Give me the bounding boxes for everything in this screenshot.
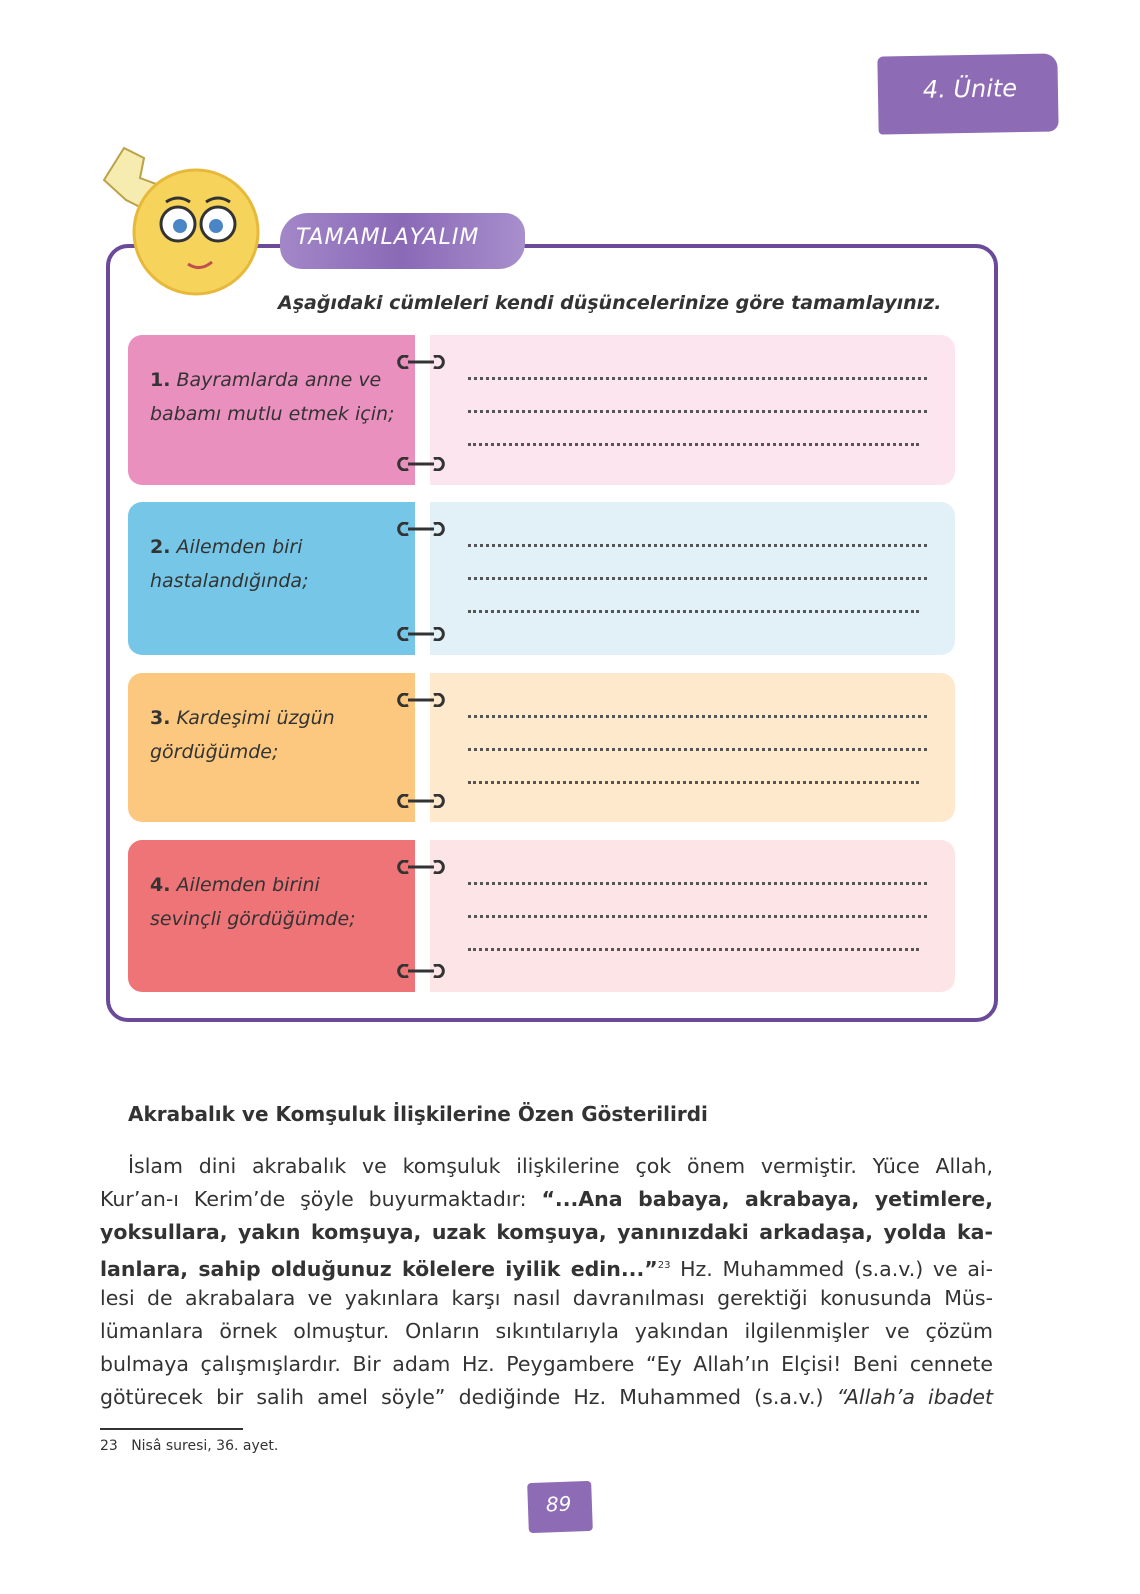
spiral-ring-icon (396, 794, 446, 808)
card-prompt-panel (128, 502, 415, 655)
card-prompt (150, 868, 395, 936)
answer-line[interactable] (468, 781, 919, 784)
card-prompt (150, 530, 395, 598)
item-text: Kardeşimi üzgün gördüğümde; (150, 707, 335, 763)
card-prompt (150, 701, 395, 769)
activity-title-banner (280, 213, 525, 269)
answer-area[interactable] (430, 335, 955, 485)
answer-area[interactable] (430, 673, 955, 822)
item-number: 4. (150, 874, 171, 896)
quote-text: “...Ana babaya, akrabaya, yetimlere, (541, 1187, 993, 1211)
answer-line[interactable] (468, 443, 919, 446)
card-prompt (150, 363, 395, 431)
puzzle-mascot-icon (96, 140, 266, 300)
line-text: Kur’an-ı Kerim’de şöyle buyurmaktadır: (100, 1187, 542, 1211)
footnote-ref: 23 (657, 1260, 671, 1271)
paragraph-line (100, 1381, 993, 1414)
item-text: Bayramlarda anne ve babamı mutlu etmek için; (150, 369, 395, 425)
paragraph-line (100, 1315, 993, 1348)
paragraph-line (100, 1216, 993, 1249)
answer-line[interactable] (468, 715, 927, 718)
spiral-ring-icon (396, 457, 446, 471)
quote-text: yoksullara, yakın komşuya, uzak komşuya, yanınızdaki arkadaşa, yolda ka- (100, 1220, 993, 1244)
line-text: Hz. Muhammed (s.a.v.) ve ai- (670, 1256, 993, 1281)
footnote-text: Nisâ suresi, 36. ayet. (131, 1438, 279, 1454)
answer-line[interactable] (468, 544, 927, 547)
spiral-ring-icon (396, 627, 446, 641)
spiral-ring-icon (396, 860, 446, 874)
completion-card (128, 673, 955, 822)
quote-text: lanlara, sahip olduğunuz kölelere iyilik edin...” (100, 1256, 658, 1281)
section-heading: Akrabalık ve Komşuluk İlişkilerine Özen Gösterilirdi (128, 1102, 708, 1126)
paragraph-line (100, 1150, 993, 1183)
answer-area[interactable] (430, 840, 955, 992)
footnote-divider (100, 1428, 243, 1430)
line-text: lesi de akrabalara ve yakınlara karşı nasıl davranılması gerektiği konusunda Müs- (100, 1286, 993, 1310)
footnote-number: 23 (100, 1438, 118, 1454)
unit-label: 4. Ünite (922, 74, 1018, 104)
answer-line[interactable] (468, 410, 927, 413)
answer-line[interactable] (468, 610, 919, 613)
spiral-ring-icon (396, 693, 446, 707)
answer-line[interactable] (468, 882, 927, 885)
item-number: 2. (150, 536, 171, 558)
item-text: Ailemden birini sevinçli gördüğümde; (150, 874, 356, 930)
activity-title: TAMAMLAYALIM (296, 225, 480, 250)
completion-card (128, 335, 955, 485)
footnote (100, 1438, 278, 1454)
page-number: 89 (545, 1491, 572, 1517)
answer-line[interactable] (468, 748, 927, 751)
answer-area[interactable] (430, 502, 955, 655)
spiral-ring-icon (396, 355, 446, 369)
item-number: 1. (150, 369, 171, 391)
line-text: İslam dini akrabalık ve komşuluk ilişkilerine çok önem vermiştir. Yüce Allah, (128, 1154, 993, 1178)
spiral-ring-icon (396, 522, 446, 536)
completion-card (128, 502, 955, 655)
paragraph-line (100, 1282, 993, 1315)
line-text: lümanlara örnek olmuştur. Onların sıkıntılarıyla yakından ilgilenmişler ve çözüm (100, 1319, 993, 1343)
spiral-ring-icon (396, 964, 446, 978)
line-text: götürecek bir salih amel söyle” dediğinde Hz. Muhammed (s.a.v.) (100, 1385, 837, 1409)
page-number-badge (527, 1481, 593, 1533)
paragraph-line (100, 1183, 993, 1216)
item-number: 3. (150, 707, 171, 729)
line-text: bulmaya çalışmışlardır. Bir adam Hz. Peygambere “Ey Allah’ın Elçisi! Beni cennete (100, 1352, 993, 1376)
body-paragraph (100, 1150, 993, 1414)
card-prompt-panel (128, 335, 415, 485)
answer-line[interactable] (468, 948, 919, 951)
item-text: Ailemden biri hastalandığında; (150, 536, 309, 592)
answer-line[interactable] (468, 577, 927, 580)
answer-line[interactable] (468, 377, 927, 380)
answer-line[interactable] (468, 915, 927, 918)
hadith-text: “Allah’a ibadet (836, 1385, 993, 1409)
card-prompt-panel (128, 673, 415, 822)
card-prompt-panel (128, 840, 415, 992)
paragraph-line (100, 1249, 993, 1282)
activity-instruction: Aşağıdaki cümleleri kendi düşüncelerinize göre tamamlayınız. (278, 292, 942, 314)
paragraph-line (100, 1348, 993, 1381)
unit-tab (877, 53, 1058, 134)
completion-card (128, 840, 955, 992)
